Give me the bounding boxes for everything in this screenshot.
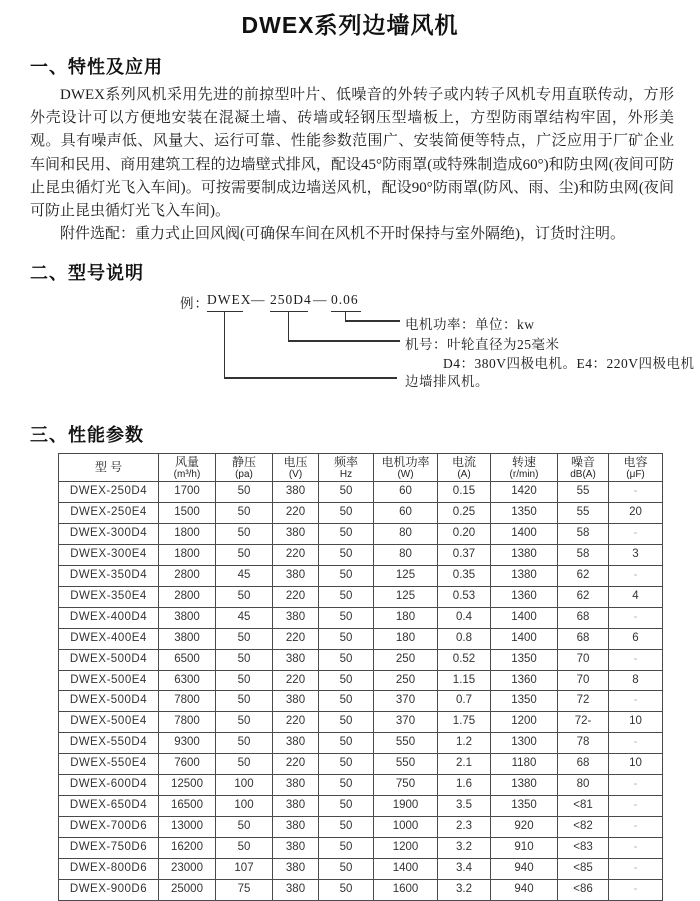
value-cell: 220	[273, 754, 319, 775]
table-body	[59, 482, 663, 900]
value-cell: 3.2	[438, 879, 491, 900]
value-cell: 1.2	[438, 733, 491, 754]
model-cell: DWEX-750D6	[59, 837, 159, 858]
value-cell: 1200	[374, 837, 438, 858]
section-heading-model: 二、型号说明	[30, 263, 144, 284]
value-cell: 50	[319, 545, 374, 566]
value-cell: -	[609, 607, 663, 628]
value-cell: 250	[374, 670, 438, 691]
value-cell: 50	[319, 670, 374, 691]
value-cell: 0.8	[438, 628, 491, 649]
value-cell: 0.53	[438, 586, 491, 607]
value-cell: 1000	[374, 816, 438, 837]
table-row	[59, 545, 663, 566]
value-cell: 50	[216, 628, 273, 649]
value-cell: 50	[319, 691, 374, 712]
value-cell: 1700	[159, 482, 216, 503]
value-cell: 6	[609, 628, 663, 649]
value-cell: 1.6	[438, 775, 491, 796]
value-cell: 50	[319, 879, 374, 900]
value-cell: 12500	[159, 775, 216, 796]
connector-line	[288, 311, 289, 340]
value-cell: 3.4	[438, 858, 491, 879]
table-row	[59, 566, 663, 587]
value-cell: 100	[216, 796, 273, 817]
value-cell: -	[609, 566, 663, 587]
value-cell: 50	[216, 482, 273, 503]
value-cell: 920	[491, 816, 558, 837]
value-cell: 380	[273, 858, 319, 879]
model-cell: DWEX-700D6	[59, 816, 159, 837]
value-cell: 220	[273, 503, 319, 524]
model-code-diagram	[0, 290, 700, 408]
model-cell: DWEX-500D4	[59, 691, 159, 712]
model-cell: DWEX-650D4	[59, 796, 159, 817]
value-cell: <86	[558, 879, 609, 900]
value-cell: 58	[558, 524, 609, 545]
value-cell: -	[609, 649, 663, 670]
value-cell: 380	[273, 733, 319, 754]
value-cell: 3800	[159, 628, 216, 649]
model-example-dash1: —	[251, 292, 266, 308]
model-example-dash2: —	[313, 292, 328, 308]
value-cell: 16500	[159, 796, 216, 817]
value-cell: 7800	[159, 712, 216, 733]
table-row	[59, 503, 663, 524]
value-cell: 380	[273, 482, 319, 503]
value-cell: 1380	[491, 566, 558, 587]
value-cell: 16200	[159, 837, 216, 858]
value-cell: 50	[319, 586, 374, 607]
label-motor-power: 电机功率：单位：kw	[405, 317, 535, 333]
model-example-size: 250D4	[270, 292, 312, 308]
value-cell: 1600	[374, 879, 438, 900]
column-header: 电容 (μF)	[609, 454, 663, 482]
value-cell: 1350	[491, 503, 558, 524]
value-cell: 50	[319, 712, 374, 733]
value-cell: 6300	[159, 670, 216, 691]
value-cell: 380	[273, 524, 319, 545]
value-cell: 13000	[159, 816, 216, 837]
value-cell: 50	[216, 712, 273, 733]
value-cell: -	[609, 879, 663, 900]
table-row	[59, 858, 663, 879]
value-cell: 125	[374, 566, 438, 587]
value-cell: 50	[319, 503, 374, 524]
value-cell: 50	[216, 649, 273, 670]
value-cell: -	[609, 858, 663, 879]
value-cell: 80	[558, 775, 609, 796]
value-cell: 60	[374, 482, 438, 503]
features-paragraph-1: DWEX系列风机采用先进的前掠型叶片、低噪音的外转子或内转子风机专用直联传动，方形外壳设计可以方便地安装在混凝土墙、砖墙或轻钢压型墙板上，方型防雨罩结构牢固，外形美观。具有噪声低、风量大、运行可靠、性能参数范围广、安装简便等特点，广泛应用于厂矿企业车间和民用、商用建筑工程的边墙壁式排风，配设45°防雨罩(或特殊制造成60°)和防虫网(夜间可防止昆虫循灯光飞入车间)。可按需要制成边墙送风机，配设90°防雨罩(防风、雨、尘)和防虫网(夜间可防止昆虫循灯光飞入车间)。	[30, 87, 674, 220]
value-cell: 370	[374, 691, 438, 712]
column-header: 风量 (m³/h)	[159, 454, 216, 482]
value-cell: 50	[216, 503, 273, 524]
model-cell: DWEX-600D4	[59, 775, 159, 796]
column-header: 电机功率 (W)	[374, 454, 438, 482]
value-cell: 50	[216, 816, 273, 837]
page-title: DWEX系列边墙风机	[241, 12, 459, 38]
value-cell: 940	[491, 879, 558, 900]
value-cell: 0.7	[438, 691, 491, 712]
value-cell: 1400	[491, 607, 558, 628]
value-cell: 50	[216, 691, 273, 712]
value-cell: 50	[319, 649, 374, 670]
value-cell: 3800	[159, 607, 216, 628]
value-cell: 2.3	[438, 816, 491, 837]
table-row	[59, 879, 663, 900]
value-cell: 380	[273, 879, 319, 900]
column-header: 电压 (V)	[273, 454, 319, 482]
value-cell: 45	[216, 607, 273, 628]
table-row	[59, 628, 663, 649]
value-cell: 0.20	[438, 524, 491, 545]
table-row	[59, 816, 663, 837]
model-cell: DWEX-550E4	[59, 754, 159, 775]
value-cell: -	[609, 816, 663, 837]
value-cell: 0.15	[438, 482, 491, 503]
value-cell: 220	[273, 586, 319, 607]
value-cell: 1900	[374, 796, 438, 817]
value-cell: 8	[609, 670, 663, 691]
column-header: 静压 (pa)	[216, 454, 273, 482]
value-cell: 370	[374, 712, 438, 733]
value-cell: 7600	[159, 754, 216, 775]
value-cell: 50	[216, 670, 273, 691]
value-cell: 0.37	[438, 545, 491, 566]
model-example-power: 0.06	[331, 292, 359, 308]
value-cell: 23000	[159, 858, 216, 879]
value-cell: 0.4	[438, 607, 491, 628]
value-cell: 1180	[491, 754, 558, 775]
value-cell: 1800	[159, 545, 216, 566]
value-cell: 50	[216, 754, 273, 775]
value-cell: 250	[374, 649, 438, 670]
column-header: 频率 Hz	[319, 454, 374, 482]
value-cell: 1360	[491, 586, 558, 607]
value-cell: 2800	[159, 566, 216, 587]
value-cell: 72-	[558, 712, 609, 733]
value-cell: <83	[558, 837, 609, 858]
value-cell: 1400	[491, 628, 558, 649]
connector-line	[288, 340, 400, 341]
value-cell: 1350	[491, 691, 558, 712]
value-cell: 1420	[491, 482, 558, 503]
value-cell: -	[609, 796, 663, 817]
value-cell: -	[609, 837, 663, 858]
value-cell: 380	[273, 691, 319, 712]
value-cell: 220	[273, 712, 319, 733]
value-cell: 940	[491, 858, 558, 879]
value-cell: 68	[558, 607, 609, 628]
value-cell: 50	[319, 524, 374, 545]
value-cell: <82	[558, 816, 609, 837]
table-row	[59, 607, 663, 628]
value-cell: 1400	[374, 858, 438, 879]
value-cell: 80	[374, 545, 438, 566]
model-cell: DWEX-400D4	[59, 607, 159, 628]
value-cell: 50	[216, 837, 273, 858]
value-cell: 380	[273, 607, 319, 628]
value-cell: 180	[374, 607, 438, 628]
value-cell: 50	[319, 858, 374, 879]
table-row	[59, 482, 663, 503]
value-cell: 0.35	[438, 566, 491, 587]
value-cell: 70	[558, 670, 609, 691]
connector-line	[224, 311, 225, 377]
value-cell: 380	[273, 837, 319, 858]
connector-line	[224, 377, 397, 378]
value-cell: 50	[319, 775, 374, 796]
value-cell: 50	[216, 524, 273, 545]
value-cell: 380	[273, 816, 319, 837]
value-cell: 50	[319, 754, 374, 775]
value-cell: 25000	[159, 879, 216, 900]
model-cell: DWEX-900D6	[59, 879, 159, 900]
value-cell: 1500	[159, 503, 216, 524]
value-cell: 50	[319, 837, 374, 858]
value-cell: 68	[558, 754, 609, 775]
value-cell: 70	[558, 649, 609, 670]
label-fan-type: 边墙排风机。	[405, 374, 489, 390]
value-cell: 2.1	[438, 754, 491, 775]
value-cell: 3.5	[438, 796, 491, 817]
table-row	[59, 796, 663, 817]
value-cell: 550	[374, 733, 438, 754]
value-cell: 50	[319, 482, 374, 503]
column-header: 电流 (A)	[438, 454, 491, 482]
model-example-series: DWEX	[207, 292, 252, 308]
value-cell: 55	[558, 503, 609, 524]
value-cell: -	[609, 775, 663, 796]
value-cell: 20	[609, 503, 663, 524]
value-cell: 1.75	[438, 712, 491, 733]
value-cell: 910	[491, 837, 558, 858]
value-cell: 1300	[491, 733, 558, 754]
model-cell: DWEX-800D6	[59, 858, 159, 879]
table-row	[59, 733, 663, 754]
model-cell: DWEX-350E4	[59, 586, 159, 607]
model-cell: DWEX-500D4	[59, 649, 159, 670]
section-heading-features: 一、特性及应用	[30, 57, 163, 77]
value-cell: 380	[273, 566, 319, 587]
model-example-prefix: 例：	[180, 296, 209, 312]
table-row	[59, 524, 663, 545]
value-cell: <81	[558, 796, 609, 817]
value-cell: 50	[319, 628, 374, 649]
value-cell: 68	[558, 628, 609, 649]
value-cell: 750	[374, 775, 438, 796]
value-cell: 220	[273, 670, 319, 691]
value-cell: 50	[216, 545, 273, 566]
section-heading-performance: 三、性能参数	[30, 425, 144, 446]
value-cell: 4	[609, 586, 663, 607]
value-cell: 220	[273, 628, 319, 649]
table-header-row	[59, 454, 663, 482]
value-cell: 550	[374, 754, 438, 775]
value-cell: 3	[609, 545, 663, 566]
connector-line	[345, 320, 400, 321]
model-cell: DWEX-500E4	[59, 712, 159, 733]
value-cell: 1360	[491, 670, 558, 691]
value-cell: 380	[273, 775, 319, 796]
value-cell: 78	[558, 733, 609, 754]
performance-table	[58, 453, 663, 900]
value-cell: 60	[374, 503, 438, 524]
value-cell: 9300	[159, 733, 216, 754]
model-cell: DWEX-400E4	[59, 628, 159, 649]
value-cell: 45	[216, 566, 273, 587]
value-cell: 55	[558, 482, 609, 503]
connector-line	[345, 311, 346, 320]
table-row	[59, 586, 663, 607]
value-cell: 62	[558, 586, 609, 607]
value-cell: 50	[319, 566, 374, 587]
value-cell: 62	[558, 566, 609, 587]
value-cell: 107	[216, 858, 273, 879]
table-row	[59, 712, 663, 733]
value-cell: 0.25	[438, 503, 491, 524]
table-row	[59, 649, 663, 670]
value-cell: 75	[216, 879, 273, 900]
value-cell: 6500	[159, 649, 216, 670]
value-cell: 50	[216, 586, 273, 607]
value-cell: 1200	[491, 712, 558, 733]
value-cell: -	[609, 691, 663, 712]
table-row	[59, 754, 663, 775]
value-cell: 380	[273, 649, 319, 670]
model-cell: DWEX-500E4	[59, 670, 159, 691]
value-cell: 1350	[491, 649, 558, 670]
value-cell: 50	[319, 816, 374, 837]
value-cell: 100	[216, 775, 273, 796]
label-motor-voltage: D4：380V四极电机。E4：220V四极电机	[443, 356, 695, 372]
column-header: 噪音 dB(A)	[558, 454, 609, 482]
value-cell: <85	[558, 858, 609, 879]
value-cell: 1400	[491, 524, 558, 545]
value-cell: 2800	[159, 586, 216, 607]
value-cell: 1380	[491, 545, 558, 566]
value-cell: 1380	[491, 775, 558, 796]
value-cell: -	[609, 524, 663, 545]
model-cell: DWEX-550D4	[59, 733, 159, 754]
value-cell: 72	[558, 691, 609, 712]
column-header: 型 号	[59, 454, 159, 482]
value-cell: -	[609, 733, 663, 754]
value-cell: 10	[609, 754, 663, 775]
value-cell: 180	[374, 628, 438, 649]
value-cell: 10	[609, 712, 663, 733]
model-cell: DWEX-300D4	[59, 524, 159, 545]
model-cell: DWEX-250E4	[59, 503, 159, 524]
value-cell: 380	[273, 796, 319, 817]
value-cell: 3.2	[438, 837, 491, 858]
column-header: 转速 (r/min)	[491, 454, 558, 482]
model-cell: DWEX-300E4	[59, 545, 159, 566]
model-cell: DWEX-250D4	[59, 482, 159, 503]
value-cell: 220	[273, 545, 319, 566]
value-cell: 1350	[491, 796, 558, 817]
model-cell: DWEX-350D4	[59, 566, 159, 587]
value-cell: 0.52	[438, 649, 491, 670]
value-cell: 50	[319, 733, 374, 754]
value-cell: 50	[319, 607, 374, 628]
value-cell: 1800	[159, 524, 216, 545]
table-row	[59, 670, 663, 691]
value-cell: 50	[216, 733, 273, 754]
value-cell: 58	[558, 545, 609, 566]
value-cell: 50	[319, 796, 374, 817]
features-paragraph-2: 附件选配：重力式止回风阀(可确保车间在风机不开时保持与室外隔绝)，订货时注明。	[60, 226, 625, 243]
value-cell: 1.15	[438, 670, 491, 691]
value-cell: 7800	[159, 691, 216, 712]
table-row	[59, 775, 663, 796]
value-cell: 125	[374, 586, 438, 607]
value-cell: 80	[374, 524, 438, 545]
table-row	[59, 691, 663, 712]
value-cell: -	[609, 482, 663, 503]
table-row	[59, 837, 663, 858]
label-size-number: 机号：叶轮直径为25毫米	[405, 337, 560, 353]
